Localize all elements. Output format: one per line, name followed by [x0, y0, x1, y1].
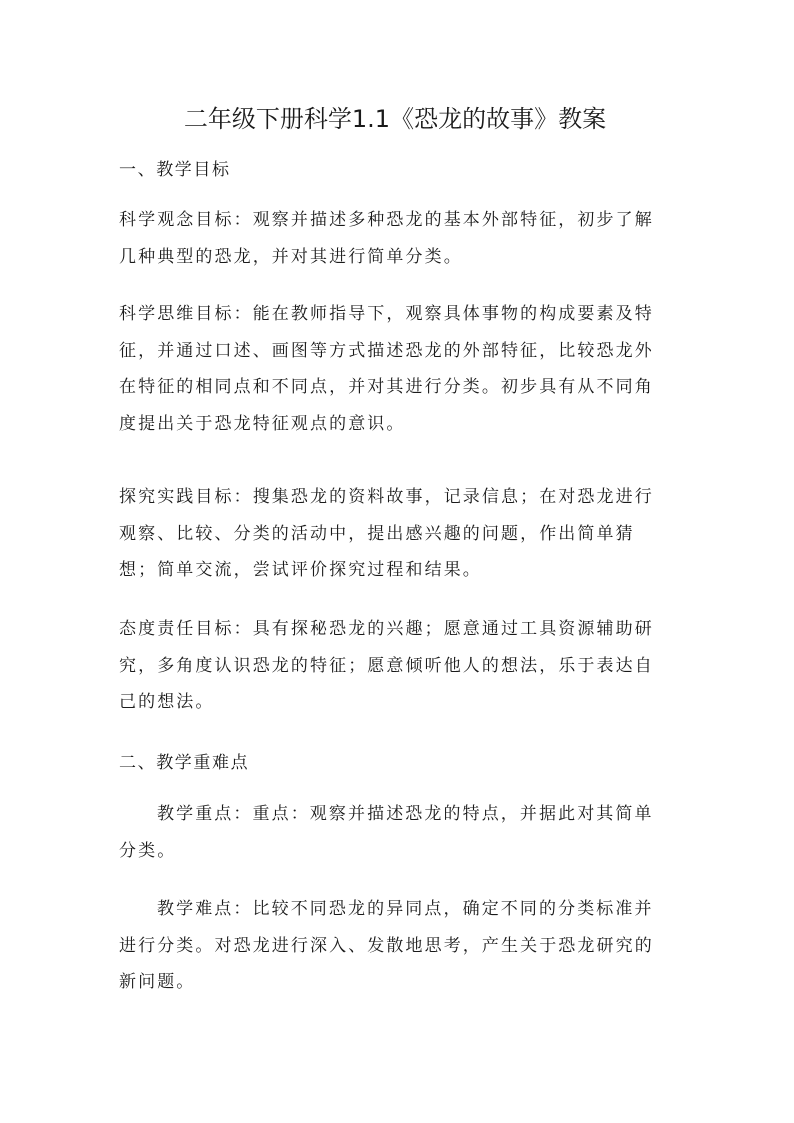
paragraph-concept-goal: 科学观念目标：观察并描述多种恐龙的基本外部特征，初步了解几种典型的恐龙，并对其进行简单分类。 [119, 210, 654, 267]
paragraph-difficult-point: 教学难点：比较不同恐龙的异同点，确定不同的分类标准并进行分类。对恐龙进行深入、发散地思考，产生关于恐龙研究的新问题。 [119, 899, 654, 992]
document-page [119, 0, 671, 1123]
document-title: 二年级下册科学1.1《恐龙的故事》教案 [183, 105, 607, 133]
paragraph-practice-goal: 探究实践目标：搜集恐龙的资料故事，记录信息；在对恐龙进行观察、比较、分类的活动中，提出感兴趣的问题，作出简单猜想；简单交流，尝试评价探究过程和结果。 [119, 487, 654, 580]
paragraph-thinking-goal: 科学思维目标：能在教师指导下，观察具体事物的构成要素及特征，并通过口述、画图等方式描述恐龙的外部特征，比较恐龙外在特征的相同点和不同点，并对其进行分类。初步具有从不同角度提出关于恐龙特征观点的意识。 [119, 304, 654, 434]
paragraph-key-point: 教学重点：重点：观察并描述恐龙的特点，并据此对其简单分类。 [119, 804, 654, 861]
paragraph-attitude-goal: 态度责任目标：具有探秘恐龙的兴趣；愿意通过工具资源辅助研究，多角度认识恐龙的特征；愿意倾听他人的想法，乐于表达自己的想法。 [119, 619, 654, 712]
section-heading-key-difficult-points: 二、教学重难点 [119, 753, 250, 773]
section-heading-teaching-goals: 一、教学目标 [119, 160, 231, 180]
